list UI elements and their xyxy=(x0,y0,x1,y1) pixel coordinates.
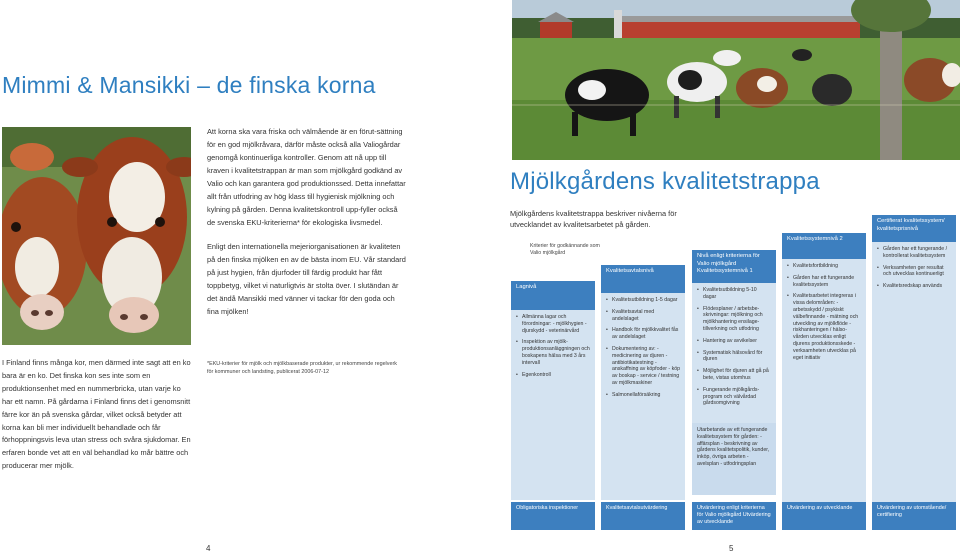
ladder-step-5-body xyxy=(872,242,956,502)
ladder-step-1-footer: Obligatoriska inspektioner xyxy=(511,502,595,530)
ladder-step-3 xyxy=(692,250,776,495)
page-number-left: 4 xyxy=(206,544,211,553)
ladder-step-5-footer: Utvärdering av utomstående/ certifiering xyxy=(872,502,956,530)
ladder-step-2-header: Kvalitetsavtalsnivå xyxy=(601,265,685,293)
left-intro-paragraph: I Finland finns många kor, men därmed inte sagt att en ko bara är en ko. Det finska kon ses inte som en produktionsenhet med en nummerbricka, utan varje ko har ett namn. På gårdarna i Finland finns det i genomsnitt färre kor än på svenska gårdar, vilket också betyder att korna kan bli mer individuellt behandlade och får förhoppningsvis leva utan stress och svåra sjukdomar. En erfaren bonde vet att en väl behandlad ko mår bättre och producerar mer mjölk. xyxy=(2,358,191,471)
ladder-step-4-item: • Kvalitetsarbetet integreras i vissa delområden: - arbetsskydd / psykiskt välbefinnande - mätning och utveckling av mjölkflöde - riskhanteringen / hälso-vården utvecklas enligt djurens produktionsskede - verksamheten utvecklas på eget initiativ xyxy=(787,293,861,361)
ladder-step-1-item: • Inspektion av mjölk-produktionsanläggningen och boskapens hälsa med 3 års intervall xyxy=(516,339,590,366)
ladder-step-3-quality-system-box: Utarbetande av ett fungerande kvalitetssystem för gården: - affärsplan - beskrivning av gårdens kvalitetspolitik, kunder, inköp, övriga arbeten - avelsplan - utfodringsplan xyxy=(692,423,776,495)
ladder-step-2-body xyxy=(601,293,685,500)
ladder-step-2-footer: Kvalitetsavtalsutvärdering xyxy=(601,502,685,530)
ladder-step-1-body xyxy=(511,310,595,500)
left-page-title: Mimmi & Mansikki – de finska korna xyxy=(2,72,376,98)
middle-text-column xyxy=(207,125,407,329)
field-cows-photo xyxy=(512,0,960,160)
middle-paragraph-1: Att korna ska vara friska och välmående är en förut-sättning för en god mjölkråvara, därför måste också alla Valiogårdar genomgå kontinuerliga kontroller. Genom att nå upp till kraven i kvalitetstrappan är man som mjölkgård godkänd av Valio och kan garantera god produktionssed. Detta innefattar allt från utfodring av hög klass till hygienisk mjölkning och kylning på gården. Denna kvalitetskontroll upp-fyller också de svenska EKU-kriterierna* för ekologiska livsmedel. xyxy=(207,127,406,227)
ladder-step-1-item: • Allmänna lagar och förordningar: - mjölkhygien - djurskydd - veterinärvård xyxy=(516,314,590,334)
approval-criteria-label: Kriterier för godkännande som Valio mjölkgård xyxy=(530,243,600,256)
ladder-step-4 xyxy=(782,233,866,502)
ladder-step-3-body xyxy=(692,283,776,423)
ladder-step-3-item: • Hantering av avvikelser xyxy=(697,338,771,345)
ladder-step-4-header: Kvalitetssystemnivå 2 xyxy=(782,233,866,259)
footnote: *EKU-kriterier för mjölk och mjölkbaserade produkter, ur rekommende regelverk för kommuner och landsting, publicerat 2006-07-12 xyxy=(207,361,397,376)
ladder-step-3-item: • Flödesplaner / arbetsbe-skrivningar: mjölkning och mjölkhantering ensilage-tillverkning och utfodring xyxy=(697,306,771,333)
ladder-step-3-item: • Systematisk hälsovård för djuren xyxy=(697,350,771,364)
ladder-step-2-item: • Kvalitetsavtal med andelslaget xyxy=(606,309,680,323)
cows-photo xyxy=(2,127,191,345)
ladder-step-2-item: • Handbok för mjölkkvalitet fås av andelslaget xyxy=(606,327,680,341)
ladder-step-3-footer: Utvärdering enligt kriterierna för Valio mjölkgård Utvärdering av utvecklande xyxy=(692,502,776,530)
ladder-step-5-header: Certifierat kvalitetssystem/ kvalitetsprisnivå xyxy=(872,215,956,242)
ladder-step-5-item: • Gården har ett fungerande / kontrollerat kvalitetssystem xyxy=(877,246,951,260)
quality-ladder-title: Mjölkgårdens kvalitetstrappa xyxy=(510,168,820,195)
middle-paragraph-2: Enligt den internationella mejeriorganisationen är kvaliteten på den finska mjölken en av de bästa inom EU. Vår standard på just hygien, från djurfoder till färdig produkt har fått toppbetyg, vilket vi naturligtvis är stolta över. I slutändan är det ändå Mansikki med vänner vi tackar för den goda och fina mjölken! xyxy=(207,242,406,316)
ladder-step-5-item: • Verksamheten ger resultat och utvecklas kontinuerligt xyxy=(877,265,951,279)
ladder-step-1-item: • Egenkontroll xyxy=(516,372,590,379)
ladder-step-2-item: • Kvalitetsutbildning 1-5 dagar xyxy=(606,297,680,304)
ladder-step-2 xyxy=(601,265,685,500)
ladder-step-4-item: • Gården har ett fungerande kvalitetssystem xyxy=(787,275,861,289)
page-number-right: 5 xyxy=(729,544,734,553)
ladder-step-3-item: • Möjlighet för djuren att gå på bete, vistas utomhus xyxy=(697,368,771,382)
ladder-step-5 xyxy=(872,215,956,502)
ladder-step-1 xyxy=(511,281,595,500)
ladder-step-4-body xyxy=(782,259,866,502)
ladder-step-2-item: • Salmonellaförsäkring xyxy=(606,392,680,399)
ladder-step-3-header: Nivå enligt kriterierna för Valio mjölkgård Kvalitetssystemnivå 1 xyxy=(692,250,776,283)
ladder-step-3-item: • Fungerande mjölkgårds-program och välvårdad gårdsomgivning xyxy=(697,387,771,407)
ladder-step-2-item: • Dokumentering av: - medicinering av djuren - antibiotikatestning - anskaffning av köpfoder - köp av boskap - service / testning av mjölkmaskiner xyxy=(606,346,680,387)
ladder-step-1-header: Lagnivå xyxy=(511,281,595,310)
ladder-step-3-item: • Kvalitetsutbildning 5-10 dagar xyxy=(697,287,771,301)
quality-ladder-intro: Mjölkgårdens kvalitetstrappa beskriver nivåerna för utvecklandet av kvalitetsarbetet på gården. xyxy=(510,209,677,229)
ladder-step-4-footer: Utvärdering av utvecklande xyxy=(782,502,866,530)
ladder-step-4-item: • Kvalitetsfortbildning xyxy=(787,263,861,270)
ladder-step-5-item: • Kvalitetsredskap används xyxy=(877,283,951,290)
